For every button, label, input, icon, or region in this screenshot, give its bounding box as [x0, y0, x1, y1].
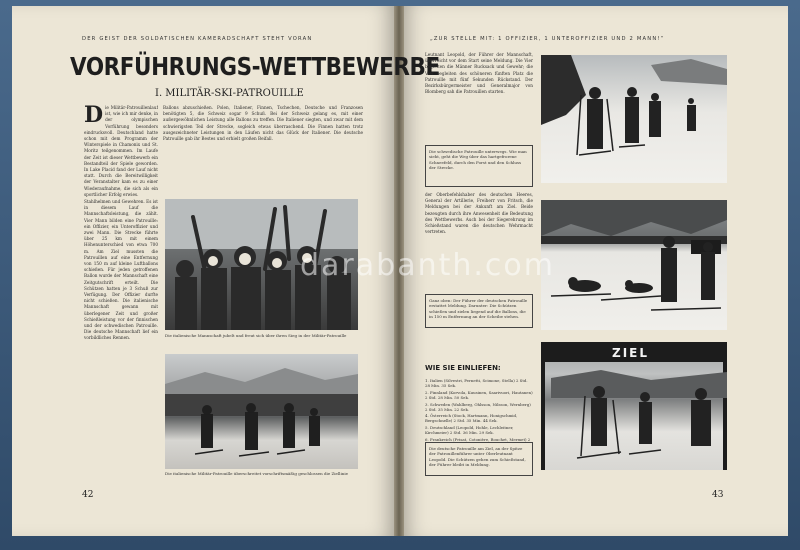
results-list	[425, 378, 533, 449]
right-running-head: „ZUR STELLE MIT: 1 OFFIZIER, 1 UNTEROFFIZIER UND 2 MANN!“	[430, 36, 665, 42]
result-item: 6. Frankreich (Frisat, Cotonière, Bouchet, Mermet) 2	[425, 436, 531, 442]
right-column-top-text: Leutnant Leopold, der Führer der Mannschaft, überreicht vor dem Start seine Meldung. Die Vier begleiten die Männer Rucksack und Gewehr; die Vier begleiten des schöneren fünften Platz die Patrouille mit fünf Sekunden Rückstand. Der Bezirksbürgermeister und Generalmajor von Blomberg sah die Patrouillen starten.	[425, 52, 533, 95]
caption-box-german-patrol: Die deutsche Patrouille am Ziel, an der Spitze der Patrouillenführer unter Oberleutnant Leopold. Die Schützen gehen zum Schießstand, der Führer bleibt in Meldung.	[425, 442, 533, 476]
result-item: 4. Österreich (Stock, Hartmann, Honigschmid, Bergschnelle) 2 Std. 35 Min. 44 Sek.	[425, 413, 518, 424]
slope-skiers-illustration	[541, 55, 727, 183]
result-item: 1. Italien (Silvestri, Pernetti, Scimone, Stella) 2 Std. 28 Min. 35 Sek.	[425, 378, 528, 389]
left-page-number: 42	[82, 490, 94, 500]
photo1-caption: Die italienische Mannschaft jubelt und freut sich über ihren Sieg in der Militär-Patrouille	[165, 333, 347, 338]
caption-box-shooting: Ganz oben: Der Führer der deutschen Patrouille erstattet Meldung. Darunter: Die Schützen schießen und zielen liegend auf die Ballons, die in 150 m Entfernung an der Scheibe stehen.	[425, 294, 533, 328]
photo-italian-patrol-crossing-finish	[165, 354, 358, 469]
caption-box-swedish-patrol: Die schwedische Patrouille unterwegs. Wie man sieht, geht die Weg über das hartgefrorene Schneefeld, durch den Forst und den Schluss der Strecke.	[425, 145, 533, 187]
left-column-lower: Stahlhelmen und Gewehren. Es ist in diesem Lauf die Mannschaftsleistung, die zählt. Vier Mann bilden eine Patrouille: ein Offizier, ein Unteroffizier und zwei Mann. Die Strecke führte über 25 km mit einem Höhenunterschied von etwa 700 m. Am Ziel mussten die Patrouillen auf eine Entfernung von 150 m auf kleine Luftballons schießen. Für jeden getroffenen Ballon wurde der Mannschaft eine Zeitgutschrift erteilt. Die Schützen hatten je 3 Schuß zur Verfügung. Der Offizier durfte nicht schießen. Die italienische Mannschaft gewann mit überlegener Zeit und großer Schießleistung vor der finnischen und der schwedischen Patrouille. Die deutsche Mannschaft lief ein vorbildliches Rennen.	[84, 199, 158, 341]
right-column-middle-text: der Oberbefehlshaber des deutschen Heeres, General der Artillerie, Freiherr von Fritsch, die Meldungen bei der Ankunft am Ziel. Beide bezeugten durch ihre Anwesenheit die Bedeutung des Wettbewerbs. Auch bei der Siegerehrung im Schießstand waren die deutschen Wehrmacht vertreten.	[425, 192, 533, 235]
finish-line-figures-illustration	[165, 354, 358, 469]
result-item: 5. Deutschland (Leopold, Hohle, Lechleitner, Kirchmeier) 2 Std. 36 Min. 29 Sek.	[425, 425, 514, 436]
finish-banner-illustration	[541, 342, 727, 470]
photo-finish-ziel	[541, 342, 727, 470]
results-heading: WIE SIE EINLIEFEN:	[425, 364, 501, 372]
left-column-intro	[84, 105, 158, 197]
right-page-number: 43	[712, 490, 724, 500]
ziel-banner-text: ZIEL	[612, 346, 650, 360]
left-column-right-text: Ballons abzuschießen. Polen, Italiener, Finnen, Tschechen, Deutsche und Franzosen benötigten 5, die Schweiz sogar 9 Schuß. Bei der Schweiz gelang es, mit einer außergewöhnlichen Leistung alle Ballons zu treffen. Die Italiener siegten, und zwar mit dem schwierigsten Teil der Strecke, sogleich etwas überraschend. Die Finnen hatten trotz ausgezeichneter Leistungen in den Läufen nicht das Glück der Italiener. Die deutsche Patrouille gab ihr Bestes und erhielt großen Beifall.	[163, 105, 363, 142]
page-title: VORFÜHRUNGS-WETTBEWERBE	[70, 52, 440, 81]
shooting-figures-illustration	[541, 200, 727, 330]
page-subtitle: I. MILITÄR-SKI-PATROUILLE	[155, 88, 304, 99]
intro-text: ie Militär-Patrouillenlauf ist, wie ich mir denke, in der olympischen Vorführung besonders eindrucksvoll. Deutschland hatte schon mit dem Programm der Winterspiele in Chamonix und St. Moritz teilgenommen. Im Laufe der Zeit ist dieser Wettbewerb ein Bestandteil der Spiele geworden. In Lake Placid fand der Lauf nicht statt. Durch die Bereitwilligkeit der Veranstalter kam es zu einer Wiederaufnahme, die sich als ein sportlicher Erfolg erwies.	[84, 105, 158, 197]
result-item: 3. Schweden (Wahlberg, Ohlsson, Nilsson, Wernberg) 2 Std. 35 Min. 22 Sek.	[425, 401, 531, 412]
photo-patrol-shooting	[541, 200, 727, 330]
result-item: 2. Finnland (Korvola, Kuusinen, Saarivuori, Hautanen) 2 Std. 28 Min. 50 Sek.	[425, 389, 533, 400]
photo2-caption: Die italienische Militär-Patrouille überschreitet vorschriftsmäßig geschlossen die Ziellinie	[165, 471, 348, 476]
photo-patrol-on-slope	[541, 55, 727, 183]
drop-cap: D	[84, 105, 104, 128]
left-running-head: DER GEIST DER SOLDATISCHEN KAMERADSCHAFT STEHT VORAN	[82, 36, 313, 42]
watermark: darabanth.com	[300, 248, 555, 283]
